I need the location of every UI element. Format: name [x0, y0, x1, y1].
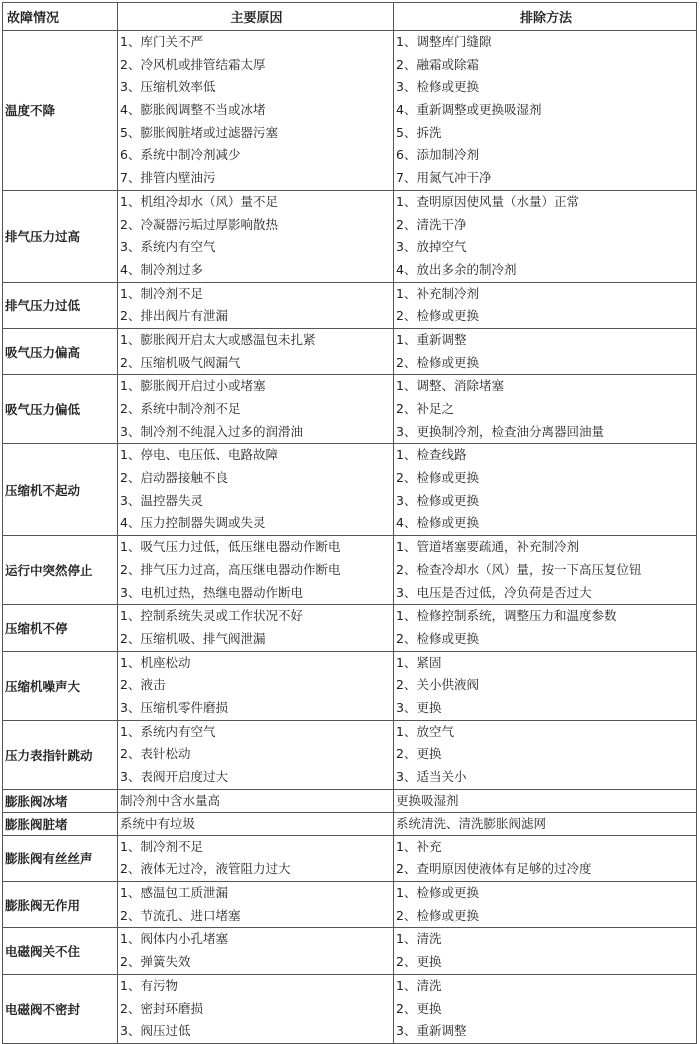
fix-line: 4、检修或更换: [396, 515, 479, 531]
fix-line: 2、更换: [396, 1000, 442, 1016]
fix-line: 2、检查冷却水（风）量，按一下高压复位钮: [396, 561, 642, 577]
fix-line: 2、检修或更换: [396, 308, 479, 324]
cause-line: 1、机组冷却水（风）量不足: [120, 193, 278, 209]
fix-cell: [394, 835, 697, 881]
cause-cell: [118, 720, 394, 789]
cause-cell: [118, 812, 394, 835]
table-row: [3, 928, 697, 974]
fix-cell: [394, 882, 697, 928]
cause-line: 系统中有垃圾: [120, 815, 196, 831]
fix-line: 1、检查线路: [396, 447, 467, 463]
cause-cell: [118, 536, 394, 605]
fix-line: 1、清洗: [396, 977, 442, 993]
fix-line: 1、检修控制系统，调整压力和温度参数: [396, 608, 617, 624]
cause-line: 2、节流孔、进口堵塞: [120, 907, 241, 923]
cause-line: 1、停电、电压低、电路故障: [120, 447, 278, 463]
fix-line: 1、管道堵塞要疏通，补充制冷剂: [396, 539, 579, 555]
fault-cell: 膨胀阀冰堵: [3, 789, 118, 812]
fix-line: 1、调整库门缝隙: [396, 34, 492, 49]
table-row: [3, 651, 697, 720]
cause-line: 1、库门关不严: [120, 34, 203, 49]
fault-cell: 膨胀阀无作用: [3, 882, 118, 928]
cause-cell: [118, 375, 394, 444]
fix-line: 7、用氮气冲干净: [396, 170, 492, 186]
fix-line: 2、检修或更换: [396, 354, 479, 370]
fix-line: 6、添加制冷剂: [396, 147, 479, 163]
fix-line: 1、调整、消除堵塞: [396, 378, 504, 394]
fault-cell: 压缩机不起动: [3, 444, 118, 536]
fault-cell: 压力表指针跳动: [3, 720, 118, 789]
cause-line: 1、膨胀阀开启太大或感温包未扎紧: [120, 331, 316, 347]
table-row: [3, 882, 697, 928]
fix-line: 2、融霜或除霜: [396, 56, 479, 72]
fix-line: 2、关小供液阀: [396, 677, 479, 693]
fix-cell: [394, 536, 697, 605]
cause-line: 3、表阀开启度过大: [120, 769, 228, 784]
cause-cell: [118, 328, 394, 374]
table-row: [3, 444, 697, 536]
fix-line: 1、紧固: [396, 654, 442, 670]
table-body: [3, 31, 697, 1044]
fix-line: 2、更换: [396, 746, 442, 762]
cause-line: 2、冷凝器污垢过厚影响散热: [120, 216, 278, 232]
cause-line: 5、膨胀阀脏堵或过滤器污塞: [120, 124, 278, 140]
fault-cell: 压缩机不停: [3, 605, 118, 651]
table-row: [3, 789, 697, 812]
fault-cell: 温度不降: [3, 31, 118, 191]
cause-line: 2、启动器接触不良: [120, 470, 228, 486]
cause-cell: [118, 190, 394, 282]
fix-line: 1、放空气: [396, 723, 454, 739]
cause-line: 2、表针松动: [120, 746, 191, 762]
cause-line: 3、阀压过低: [120, 1023, 191, 1039]
fault-cell: 电磁阀关不住: [3, 928, 118, 974]
fix-line: 2、检修或更换: [396, 907, 479, 923]
cause-cell: [118, 974, 394, 1043]
fix-cell: [394, 812, 697, 835]
header-cause: 主要原因: [118, 3, 394, 31]
cause-line: 2、压缩机吸、排气阀泄漏: [120, 630, 266, 646]
cause-cell: [118, 282, 394, 328]
table-row: [3, 812, 697, 835]
cause-line: 3、温控器失灵: [120, 492, 203, 508]
cause-cell: [118, 31, 394, 191]
cause-cell: [118, 835, 394, 881]
fault-cell: 膨胀阀脏堵: [3, 812, 118, 835]
fault-cell: 电磁阀不密封: [3, 974, 118, 1043]
fix-cell: [394, 444, 697, 536]
fix-line: 1、清洗: [396, 931, 442, 947]
fix-line: 3、检修或更换: [396, 79, 479, 95]
cause-line: 2、弹簧失效: [120, 954, 191, 970]
cause-line: 1、机座松动: [120, 654, 191, 670]
cause-cell: [118, 789, 394, 812]
fault-cell: 膨胀阀有丝丝声: [3, 835, 118, 881]
fix-cell: [394, 605, 697, 651]
fix-line: 4、放出多余的制冷剂: [396, 261, 517, 277]
fix-line: 1、重新调整: [396, 331, 467, 347]
fix-cell: [394, 928, 697, 974]
table-row: [3, 605, 697, 651]
cause-line: 1、阀体内小孔堵塞: [120, 931, 228, 947]
cause-line: 2、排出阀片有泄漏: [120, 308, 228, 324]
fix-line: 3、更换: [396, 699, 442, 715]
fix-line: 1、检修或更换: [396, 885, 479, 901]
table-row: [3, 31, 697, 191]
table-row: [3, 190, 697, 282]
cause-line: 3、制冷剂不纯混入过多的润滑油: [120, 423, 303, 439]
cause-line: 1、吸气压力过低，低压继电器动作断电: [120, 539, 341, 555]
fix-cell: [394, 31, 697, 191]
cause-line: 2、冷风机或排管结霜太厚: [120, 56, 266, 72]
cause-line: 2、液击: [120, 677, 166, 693]
fix-cell: [394, 282, 697, 328]
header-row: [3, 3, 697, 31]
table-row: [3, 974, 697, 1043]
table-row: [3, 536, 697, 605]
cause-line: 2、密封环磨损: [120, 1000, 203, 1016]
table-row: [3, 720, 697, 789]
cause-line: 4、压力控制器失调或失灵: [120, 515, 266, 531]
fix-line: 3、放掉空气: [396, 239, 467, 255]
fix-line: 2、检修或更换: [396, 630, 479, 646]
table-row: [3, 375, 697, 444]
fix-cell: [394, 190, 697, 282]
fix-cell: [394, 375, 697, 444]
fault-table: [2, 2, 697, 1044]
header-fault: 故障情况: [3, 3, 118, 31]
cause-line: 1、膨胀阀开启过小或堵塞: [120, 378, 266, 394]
fault-cell: 排气压力过高: [3, 190, 118, 282]
fix-line: 3、检修或更换: [396, 492, 479, 508]
fix-cell: [394, 720, 697, 789]
fix-line: 2、清洗干净: [396, 216, 467, 232]
fix-cell: [394, 651, 697, 720]
fix-line: 3、重新调整: [396, 1023, 467, 1039]
fix-line: 3、电压是否过低，冷负荷是否过大: [396, 584, 592, 600]
fault-cell: 排气压力过低: [3, 282, 118, 328]
fix-line: 1、补充: [396, 838, 442, 854]
fix-cell: [394, 328, 697, 374]
cause-cell: [118, 444, 394, 536]
cause-line: 2、系统中制冷剂不足: [120, 401, 241, 416]
cause-line: 7、排管内壁油污: [120, 170, 216, 186]
fix-line: 1、查明原因使风量（水量）正常: [396, 193, 579, 209]
fix-line: 1、补充制冷剂: [396, 285, 479, 301]
table-row: [3, 835, 697, 881]
fault-cell: 吸气压力偏高: [3, 328, 118, 374]
cause-line: 1、有污物: [120, 977, 178, 993]
fix-line: 2、补足之: [396, 401, 454, 416]
cause-line: 1、制冷剂不足: [120, 285, 203, 301]
cause-cell: [118, 651, 394, 720]
cause-line: 3、压缩机效率低: [120, 79, 216, 95]
fault-cell: 压缩机噪声大: [3, 651, 118, 720]
cause-line: 1、系统内有空气: [120, 723, 216, 739]
fix-cell: [394, 974, 697, 1043]
table-row: [3, 282, 697, 328]
cause-line: 4、制冷剂过多: [120, 261, 203, 277]
cause-line: 1、控制系统失灵或工作状况不好: [120, 608, 303, 624]
cause-line: 3、系统内有空气: [120, 239, 216, 255]
table-row: [3, 328, 697, 374]
fix-line: 3、适当关小: [396, 769, 467, 784]
cause-cell: [118, 882, 394, 928]
fix-line: 5、拆洗: [396, 124, 442, 140]
cause-line: 3、电机过热，热继电器动作断电: [120, 584, 303, 600]
fix-line: 系统清洗、清洗膨胀阀滤网: [396, 815, 547, 831]
cause-line: 3、压缩机零件磨损: [120, 699, 228, 715]
cause-cell: [118, 928, 394, 974]
fix-line: 4、重新调整或更换吸湿剂: [396, 102, 542, 118]
fix-line: 更换吸湿剂: [396, 792, 459, 808]
cause-line: 2、液体无过冷，液管阻力过大: [120, 861, 291, 877]
fix-line: 2、查明原因使液体有足够的过冷度: [396, 861, 592, 877]
cause-line: 6、系统中制冷剂减少: [120, 147, 241, 163]
fix-cell: [394, 789, 697, 812]
cause-line: 2、压缩机吸气阀漏气: [120, 354, 241, 370]
fault-cell: 运行中突然停止: [3, 536, 118, 605]
cause-line: 1、感温包工质泄漏: [120, 885, 228, 901]
cause-line: 1、制冷剂不足: [120, 838, 203, 854]
cause-line: 制冷剂中含水量高: [120, 792, 221, 808]
header-fix: 排除方法: [394, 3, 697, 31]
fix-line: 2、更换: [396, 954, 442, 970]
fix-line: 3、更换制冷剂，检查油分离器回油量: [396, 423, 604, 439]
cause-cell: [118, 605, 394, 651]
fix-line: 2、检修或更换: [396, 470, 479, 486]
fault-cell: 吸气压力偏低: [3, 375, 118, 444]
cause-line: 2、排气压力过高，高压继电器动作断电: [120, 561, 341, 577]
cause-line: 4、膨胀阀调整不当或冰堵: [120, 102, 266, 118]
